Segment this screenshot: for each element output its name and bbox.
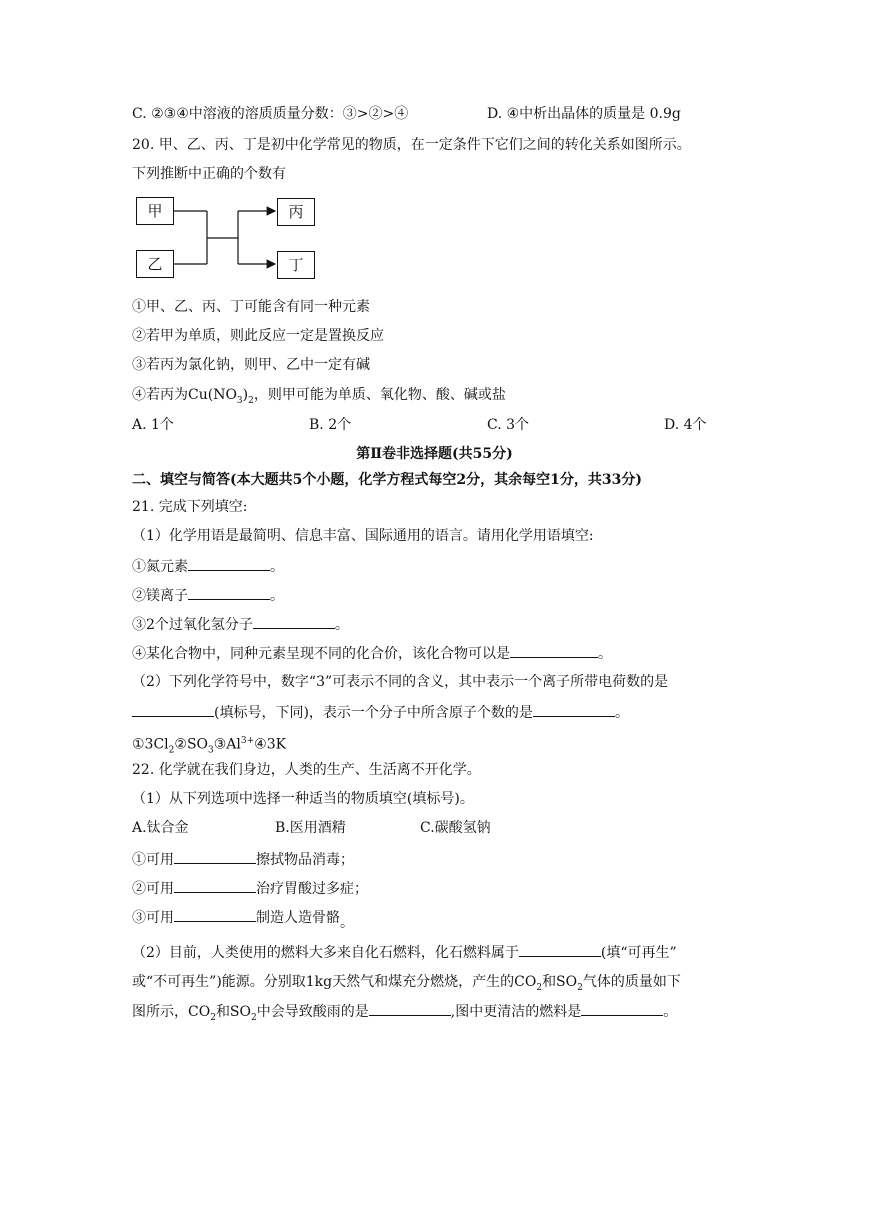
answer-blank[interactable] [174, 878, 256, 893]
q21-part2-line1: （2）下列化学符号中，数字“3”可表示不同的含义，其中表示一个离子所带电荷数的是 [132, 674, 669, 690]
q21-symbols: $①3Cl_2②SO_3③Al^{3+}④3K$ [132, 736, 287, 756]
q22-option-a: A.钛合金 [132, 820, 189, 836]
q19-option-d: D. ④中析出晶体的质量是 0.9g [487, 106, 681, 122]
q22-part2-line2: 或“不可再生”)能源。分别取1kg天然气和煤充分燃烧，产生的$CO_2$和$SO_2$气体的质量如下 [132, 974, 681, 993]
answer-blank[interactable] [188, 556, 270, 571]
q21-stem: 21. 完成下列填空: [132, 499, 248, 515]
q21-item-b: ②镁离子 。 [132, 585, 284, 606]
answer-blank[interactable] [174, 907, 256, 922]
node-yi: 乙 [136, 250, 174, 278]
node-bing: 丙 [277, 198, 315, 226]
answer-blank[interactable] [519, 942, 601, 957]
q20-option-a: A. 1个 [132, 417, 174, 433]
answer-blank[interactable] [369, 1001, 451, 1016]
q20-stem-line2: 下列推断中正确的个数有 [132, 166, 286, 182]
answer-blank[interactable] [533, 702, 615, 717]
answer-blank[interactable] [188, 585, 270, 600]
q19-option-c: C. ②③④中溶液的溶质质量分数：③>②>④ [132, 106, 409, 122]
answer-blank[interactable] [132, 702, 214, 717]
q20-option-c: C. 3个 [487, 417, 530, 433]
node-jia: 甲 [136, 197, 174, 225]
q20-option-b: B. 2个 [309, 417, 352, 433]
q20-statement-2: ②若甲为单质，则此反应一定是置换反应 [132, 328, 384, 344]
q21-part1: （1）化学用语是最简明、信息丰富、国际通用的语言。请用化学用语填空: [132, 528, 594, 544]
q22-item-b: ②可用 治疗胃酸过多症； [132, 878, 368, 899]
q21-item-c: ③2个过氧化氢分子 。 [132, 614, 349, 635]
q22-stem: 22. 化学就在我们身边，人类的生产、生活离不开化学。 [132, 762, 481, 778]
answer-blank[interactable] [510, 643, 598, 658]
node-ding: 丁 [277, 251, 315, 279]
q22-item-c: ③可用 制造人造骨骼。 [132, 907, 354, 928]
conversion-diagram [0, 0, 869, 300]
q20-statement-4: ④若丙为$Cu(NO_3)_2$，则甲可能为单质、氧化物、酸、碱或盐 [132, 387, 506, 406]
q21-item-d: ④某化合物中，同种元素呈现不同的化合价，该化合物可以是 。 [132, 643, 612, 664]
q22-part1: （1）从下列选项中选择一种适当的物质填空(填标号)。 [132, 791, 474, 807]
q22-part2-line3: 图所示，$CO_2$和$SO_2$中会导致酸雨的是 ,图中更清洁的燃料是 。 [132, 1001, 677, 1028]
q22-option-c: C.碳酸氢钠 [420, 820, 491, 836]
q20-statement-3: ③若丙为氯化钠，则甲、乙中一定有碱 [132, 357, 370, 373]
answer-blank[interactable] [253, 614, 335, 629]
part2-title: 第Ⅱ卷非选择题(共55分) [356, 446, 513, 462]
q20-stem-line1: 20. 甲、乙、丙、丁是初中化学常见的物质，在一定条件下它们之间的转化关系如图所示。 [132, 137, 691, 153]
section-heading: 二、填空与简答(本大题共5个小题，化学方程式每空2分，其余每空1分，共33分) [132, 472, 642, 488]
q20-option-d: D. 4个 [664, 417, 707, 433]
q22-option-b: B.医用酒精 [275, 820, 346, 836]
answer-blank[interactable] [174, 849, 256, 864]
q21-part2-line2: (填标号，下同)，表示一个分子中所含原子个数的是 。 [132, 702, 629, 723]
q20-statement-1: ①甲、乙、丙、丁可能含有同一种元素 [132, 299, 370, 315]
q22-part2-line1: （2）目前，人类使用的燃料大多来自化石燃料，化石燃料属于 (填“可再生” [132, 942, 677, 963]
q21-item-a: ①氮元素 。 [132, 556, 284, 577]
answer-blank[interactable] [581, 1001, 663, 1016]
q22-item-a: ①可用 擦拭物品消毒； [132, 849, 354, 870]
